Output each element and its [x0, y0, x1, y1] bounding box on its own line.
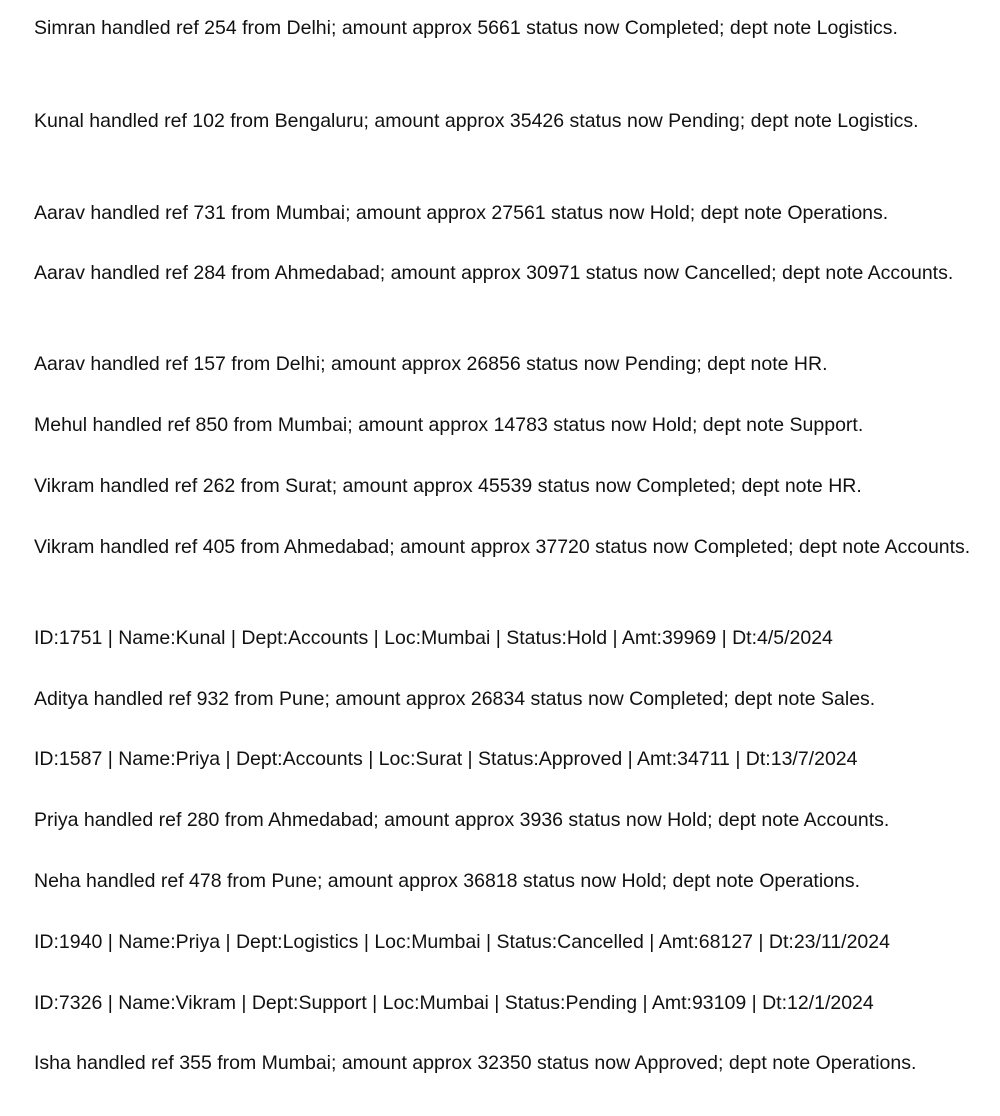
structured-record-line: ID:7326 | Name:Vikram | Dept:Support | Loc:Mumbai | Status:Pending | Amt:93109 | Dt:12/1/2024	[34, 992, 874, 1014]
record-paragraph: Aarav handled ref 157 from Delhi; amount approx 26856 status now Pending; dept note HR.	[34, 353, 828, 375]
record-paragraph: Aarav handled ref 731 from Mumbai; amount approx 27561 status now Hold; dept note Operations.	[34, 202, 889, 224]
record-paragraph: Aditya handled ref 932 from Pune; amount approx 26834 status now Completed; dept note Sales.	[34, 688, 876, 710]
record-paragraph: Vikram handled ref 262 from Surat; amount approx 45539 status now Completed; dept note HR.	[34, 475, 862, 497]
structured-record-line: ID:1940 | Name:Priya | Dept:Logistics | Loc:Mumbai | Status:Cancelled | Amt:68127 | Dt:23/11/2024	[34, 931, 890, 953]
record-paragraph: Simran handled ref 254 from Delhi; amount approx 5661 status now Completed; dept note Logistics.	[34, 17, 898, 39]
record-paragraph: Mehul handled ref 850 from Mumbai; amount approx 14783 status now Hold; dept note Support.	[34, 414, 864, 436]
record-paragraph: Vikram handled ref 405 from Ahmedabad; amount approx 37720 status now Completed; dept note Accounts.	[34, 536, 971, 558]
record-paragraph: Isha handled ref 355 from Mumbai; amount approx 32350 status now Approved; dept note Operations.	[34, 1052, 917, 1074]
record-paragraph: Kunal handled ref 102 from Bengaluru; amount approx 35426 status now Pending; dept note Logistics.	[34, 110, 919, 132]
record-paragraph: Priya handled ref 280 from Ahmedabad; amount approx 3936 status now Hold; dept note Accounts.	[34, 809, 890, 831]
structured-record-line: ID:1587 | Name:Priya | Dept:Accounts | Loc:Surat | Status:Approved | Amt:34711 | Dt:13/7/2024	[34, 748, 858, 770]
record-paragraph: Aarav handled ref 284 from Ahmedabad; amount approx 30971 status now Cancelled; dept note Accounts.	[34, 262, 954, 284]
record-paragraph: Neha handled ref 478 from Pune; amount approx 36818 status now Hold; dept note Operations.	[34, 870, 861, 892]
structured-record-line: ID:1751 | Name:Kunal | Dept:Accounts | Loc:Mumbai | Status:Hold | Amt:39969 | Dt:4/5/2024	[34, 627, 833, 649]
